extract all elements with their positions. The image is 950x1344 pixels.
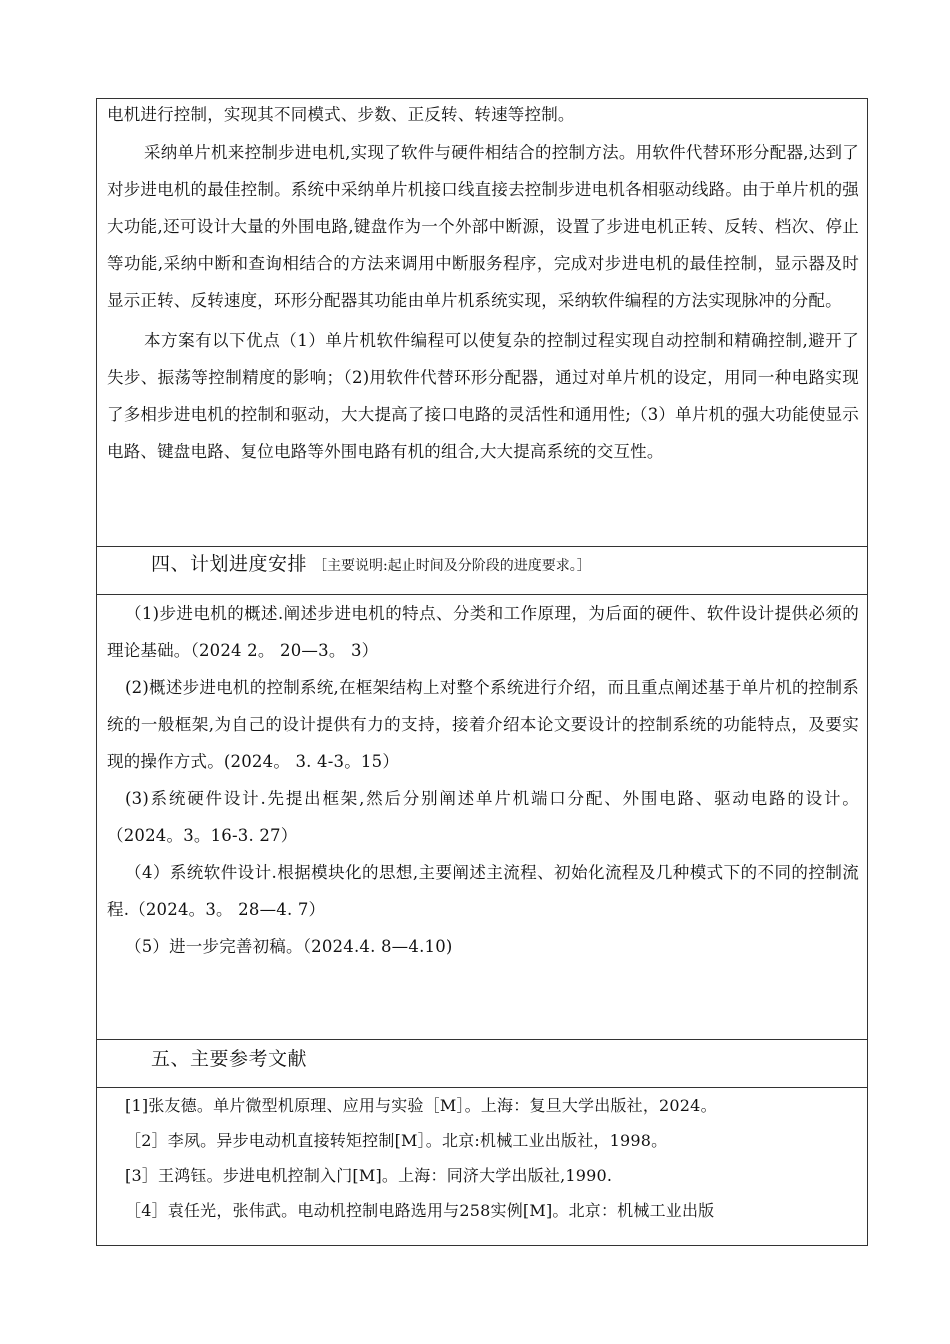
proposal-form-page bbox=[96, 98, 868, 1246]
schedule-item: （5）进一步完善初稿。（2024.4. 8—4.10) bbox=[125, 937, 453, 956]
section-5-content-cell bbox=[96, 1087, 868, 1246]
section-3-content-cell bbox=[96, 98, 868, 546]
section-4-header-cell bbox=[96, 546, 868, 594]
reference-item: [3］王鸿钰。步进电机控制入门[M]。上海：同济大学出版社,1990. bbox=[125, 1166, 613, 1185]
schedule-item: (3)系统硬件设计.先提出框架,然后分别阐述单片机端口分配、外围电路、驱动电路的设计。（2024。3。16-3. 27） bbox=[107, 789, 859, 845]
section-note: ［主要说明:起止时间及分阶段的进度要求。］ bbox=[313, 558, 591, 574]
schedule-item: （1)步进电机的概述.阐述步进电机的特点、分类和工作原理，为后面的硬件、软件设计提供必须的理论基础。（2024 2。 20—3。 3） bbox=[107, 604, 859, 660]
section-4-content-cell bbox=[96, 594, 868, 1039]
reference-item: ［4］袁任光，张伟武。电动机控制电路选用与258实例[M]。北京：机械工业出版 bbox=[125, 1201, 715, 1220]
paragraph: 采纳单片机来控制步进电机,实现了软件与硬件相结合的控制方法。用软件代替环形分配器,达到了对步进电机的最佳控制。系统中采纳单片机接口线直接去控制步进电机各相驱动线路。由于单片机的强大功能,还可设计大量的外围电路,键盘作为一个外部中断源，设置了步进电机正转、反转、档次、停止等功能,采纳中断和查询相结合的方法来调用中断服务程序，完成对步进电机的最佳控制，显示器及时显示正转、反转速度，环形分配器其功能由单片机系统实现，采纳软件编程的方法实现脉冲的分配。 bbox=[107, 143, 859, 310]
schedule-item: （4）系统软件设计.根据模块化的思想,主要阐述主流程、初始化流程及几种模式下的不同的控制流程.（2024。3。 28—4. 7） bbox=[107, 863, 859, 919]
reference-item: ［2］李夙。异步电动机直接转矩控制[M］。北京:机械工业出版社，1998。 bbox=[125, 1131, 668, 1150]
section-title: 五、主要参考文献 bbox=[151, 1048, 308, 1070]
section-title: 四、计划进度安排 bbox=[151, 553, 308, 575]
schedule-item: (2)概述步进电机的控制系统,在框架结构上对整个系统进行介绍，而且重点阐述基于单片机的控制系统的一般框架,为自己的设计提供有力的支持，接着介绍本论文要设计的控制系统的功能特点，及要实现的操作方式。(2024。 3. 4-3。15） bbox=[107, 678, 859, 771]
paragraph: 电机进行控制，实现其不同模式、步数、正反转、转速等控制。 bbox=[107, 105, 575, 124]
reference-item: [1]张友德。单片微型机原理、应用与实验［M］。上海：复旦大学出版社，2024。 bbox=[125, 1096, 717, 1115]
section-5-header-cell bbox=[96, 1039, 868, 1087]
paragraph: 本方案有以下优点（1）单片机软件编程可以使复杂的控制过程实现自动控制和精确控制,避开了失步、振荡等控制精度的影响；（2)用软件代替环形分配器，通过对单片机的设定，用同一种电路实现了多相步进电机的控制和驱动，大大提高了接口电路的灵活性和通用性;（3）单片机的强大功能使显示电路、键盘电路、复位电路等外围电路有机的组合,大大提高系统的交互性。 bbox=[107, 331, 859, 461]
section-heading bbox=[107, 547, 859, 581]
